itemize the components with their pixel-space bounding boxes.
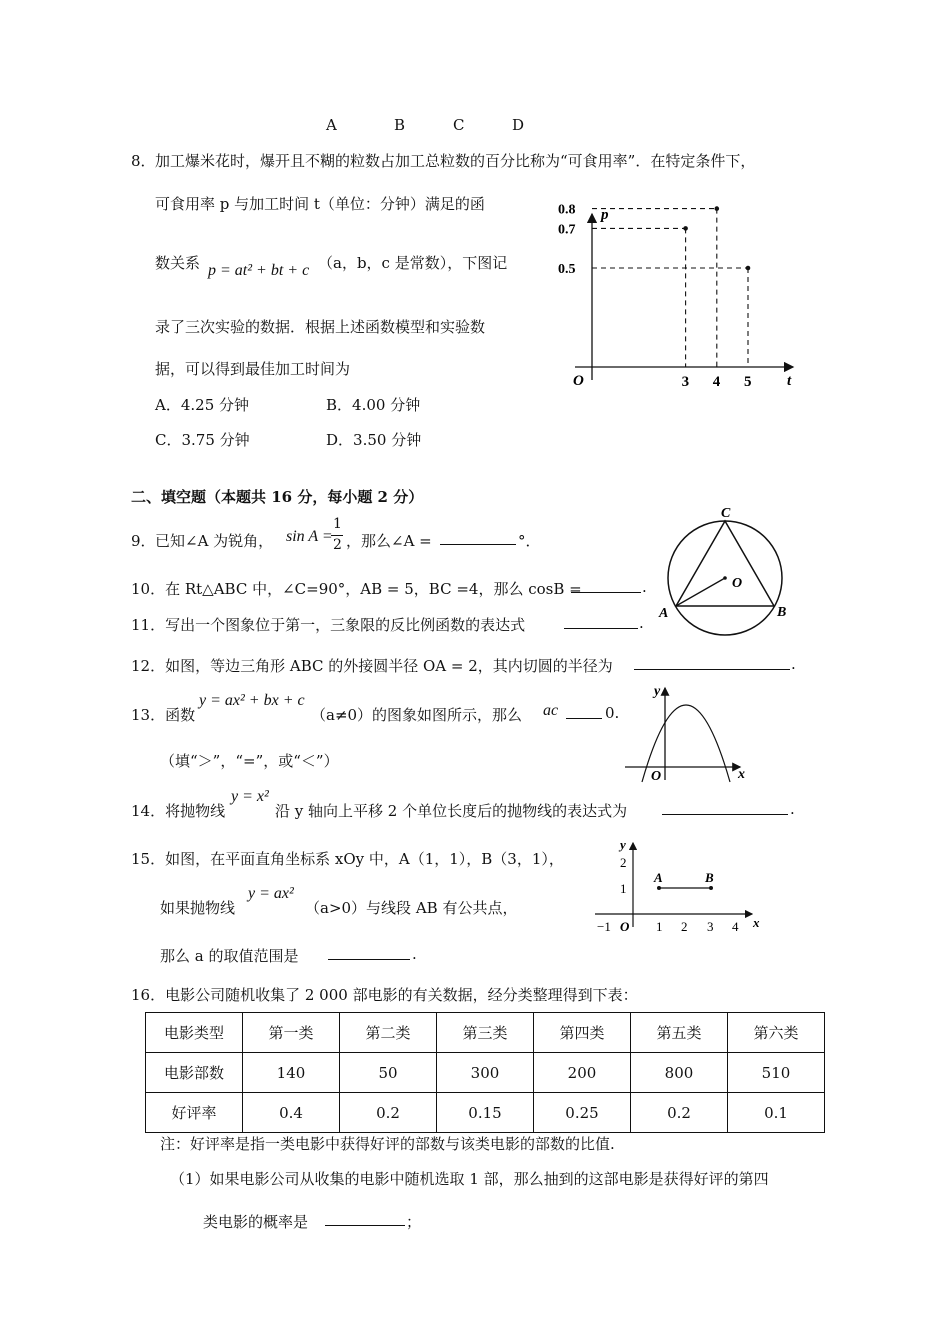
q8-line2: 可食用率 p 与加工时间 t（单位：分钟）满足的函 bbox=[155, 195, 485, 213]
q8-option-a: A．4.25 分钟 bbox=[155, 396, 249, 414]
q13-hint: （填“＞”，“=”，或“＜”） bbox=[160, 752, 339, 770]
q13-ac: ac bbox=[543, 702, 559, 719]
label-o: O bbox=[651, 769, 662, 784]
y-tick-label: 0.8 bbox=[558, 202, 576, 218]
table-cell: 0.4 bbox=[243, 1093, 340, 1133]
table-cell: 800 bbox=[631, 1053, 728, 1093]
q15-line2-pre: 如果抛物线 bbox=[160, 899, 236, 917]
q10-tail: . bbox=[642, 578, 647, 596]
table-cell: 140 bbox=[243, 1053, 340, 1093]
table-cell: 300 bbox=[437, 1053, 534, 1093]
x-axis-label: t bbox=[787, 373, 792, 389]
table-cell: 0.1 bbox=[728, 1093, 825, 1133]
q9-answer-blank[interactable] bbox=[440, 530, 516, 545]
data-point bbox=[746, 266, 751, 271]
q15-line1: 15．如图，在平面直角坐标系 xOy 中，A（1，1），B（3，1）， bbox=[131, 850, 564, 868]
table-cell: 第三类 bbox=[437, 1013, 534, 1053]
parabola-figure bbox=[620, 680, 760, 785]
q15-line2-post: （a>0）与线段 AB 有公共点， bbox=[305, 899, 518, 917]
table-row bbox=[146, 1093, 825, 1133]
q13-answer-blank[interactable] bbox=[566, 704, 602, 719]
origin-label: O bbox=[573, 373, 584, 389]
label-a: A bbox=[654, 870, 663, 885]
coordinate-figure bbox=[590, 835, 770, 945]
equilateral-triangle bbox=[676, 521, 774, 606]
q8-line1: 加工爆米花时，爆开且不糊的粒数占加工总粒数的百分比称为“可食用率”．在特定条件下， bbox=[155, 152, 756, 170]
table-cell: 50 bbox=[340, 1053, 437, 1093]
q9-post: ，那么∠A = bbox=[346, 532, 432, 550]
q16-note: 注：好评率是指一类电影中获得好评的部数与该类电影的部数的比值. bbox=[160, 1135, 615, 1153]
table-cell: 0.25 bbox=[534, 1093, 631, 1133]
label-o: O bbox=[732, 576, 743, 591]
q13-number: 13．函数 bbox=[131, 706, 196, 724]
q9-fraction-denominator: 2 bbox=[333, 537, 342, 553]
q11-text: 11．写出一个图象位于第一，三象限的反比例函数的表达式 bbox=[131, 616, 526, 634]
q14-formula: y = x² bbox=[231, 788, 269, 805]
choice-label-a: A bbox=[326, 116, 337, 134]
q8-formula: p = at² + bt + c bbox=[208, 262, 310, 279]
table-cell: 好评率 bbox=[146, 1093, 243, 1133]
q12-tail: . bbox=[791, 655, 796, 673]
table-cell: 第五类 bbox=[631, 1013, 728, 1053]
q8-line5: 据，可以得到最佳加工时间为 bbox=[155, 360, 351, 378]
section-title: 二、填空题（本题共 16 分，每小题 2 分） bbox=[131, 488, 424, 506]
table-cell: 0.2 bbox=[631, 1093, 728, 1133]
center-point bbox=[723, 576, 727, 580]
data-point bbox=[683, 226, 688, 231]
x-tick-label: 5 bbox=[744, 374, 752, 390]
table-cell: 第四类 bbox=[534, 1013, 631, 1053]
choice-label-c: C bbox=[453, 116, 465, 134]
table-cell: 电影部数 bbox=[146, 1053, 243, 1093]
q9-fraction-bar bbox=[331, 535, 343, 536]
table-cell: 电影类型 bbox=[146, 1013, 243, 1053]
q10-answer-blank[interactable] bbox=[571, 578, 641, 593]
q8-option-c: C．3.75 分钟 bbox=[155, 431, 250, 449]
q16-sub1-answer-blank[interactable] bbox=[325, 1211, 405, 1226]
movie-data-table bbox=[145, 1012, 825, 1133]
q15-formula: y = ax² bbox=[248, 885, 294, 902]
x-tick-label: 3 bbox=[681, 374, 690, 390]
choice-label-d: D bbox=[512, 116, 525, 134]
q9-formula: sin A = bbox=[286, 528, 333, 545]
q10-text: 10．在 Rt△ABC 中，∠C=90°，AB = 5，BC =4，那么 cosB = bbox=[131, 580, 582, 598]
q13-tail: 0. bbox=[605, 704, 620, 722]
q8-option-b: B．4.00 分钟 bbox=[326, 396, 421, 414]
label-o: O bbox=[620, 919, 630, 934]
tick-x3: 3 bbox=[707, 919, 714, 934]
q11-tail: . bbox=[639, 614, 644, 632]
label-x: x bbox=[738, 767, 745, 782]
q14-answer-blank[interactable] bbox=[662, 800, 788, 815]
q11-answer-blank[interactable] bbox=[564, 614, 638, 629]
q13-formula: y = ax² + bx + c bbox=[199, 692, 305, 709]
q16-sub1-line1: （1）如果电影公司从收集的电影中随机选取 1 部，那么抽到的这部电影是获得好评的第四 bbox=[170, 1170, 769, 1188]
tick-x2: 2 bbox=[681, 919, 688, 934]
circle-triangle-figure bbox=[650, 500, 800, 640]
tick-2: 2 bbox=[620, 855, 627, 870]
table-cell: 0.15 bbox=[437, 1093, 534, 1133]
q13-post: （a≠0）的图象如图所示，那么 bbox=[311, 706, 523, 724]
tick-x1: 1 bbox=[656, 919, 663, 934]
q16-sub1-tail: ； bbox=[406, 1213, 422, 1231]
q8-option-d: D．3.50 分钟 bbox=[326, 431, 422, 449]
data-point bbox=[715, 206, 720, 211]
q9-tail: °． bbox=[518, 532, 541, 550]
x-tick-label: 4 bbox=[712, 374, 721, 390]
label-c: C bbox=[721, 506, 731, 521]
q16-text: 16．电影公司随机收集了 2 000 部电影的有关数据，经分类整理得到下表： bbox=[131, 986, 638, 1004]
point-b bbox=[709, 886, 713, 890]
table-cell: 第一类 bbox=[243, 1013, 340, 1053]
label-y: y bbox=[620, 837, 626, 852]
q14-number: 14．将抛物线 bbox=[131, 802, 226, 820]
y-tick-label: 0.5 bbox=[558, 262, 576, 277]
q14-tail: . bbox=[790, 800, 795, 818]
q15-line3: 那么 a 的取值范围是 bbox=[160, 947, 299, 965]
label-x: x bbox=[753, 915, 760, 930]
table-cell: 第六类 bbox=[728, 1013, 825, 1053]
q9-pre: 已知∠A 为锐角， bbox=[155, 532, 274, 550]
tick-neg1: −1 bbox=[597, 919, 611, 934]
table-header-row bbox=[146, 1013, 825, 1053]
q8-line3-pre: 数关系 bbox=[155, 254, 201, 272]
point-a bbox=[657, 886, 661, 890]
label-y: y bbox=[654, 684, 661, 699]
q15-answer-blank[interactable] bbox=[328, 945, 410, 960]
table-cell: 200 bbox=[534, 1053, 631, 1093]
table-cell: 510 bbox=[728, 1053, 825, 1093]
y-tick-label: 0.7 bbox=[558, 222, 576, 238]
q8-number: 8． bbox=[131, 152, 156, 170]
q12-text: 12．如图，等边三角形 ABC 的外接圆半径 OA = 2，其内切圆的半径为 bbox=[131, 657, 613, 675]
q8-line4: 录了三次实验的数据．根据上述函数模型和实验数 bbox=[155, 318, 486, 336]
q9-number: 9． bbox=[131, 532, 156, 550]
y-axis-label: p bbox=[601, 207, 609, 223]
q12-answer-blank[interactable] bbox=[634, 655, 790, 670]
q15-tail: . bbox=[412, 945, 417, 963]
tick-1: 1 bbox=[620, 881, 627, 896]
q14-post: 沿 y 轴向上平移 2 个单位长度后的抛物线的表达式为 bbox=[275, 802, 628, 820]
q8-line3-post: （a，b，c 是常数），下图记 bbox=[318, 254, 508, 272]
popcorn-chart bbox=[555, 200, 805, 395]
table-cell: 0.2 bbox=[340, 1093, 437, 1133]
q16-sub1-line2: 类电影的概率是 bbox=[203, 1213, 309, 1231]
label-a: A bbox=[659, 606, 669, 621]
table-cell: 第二类 bbox=[340, 1013, 437, 1053]
table-row bbox=[146, 1053, 825, 1093]
tick-x4: 4 bbox=[732, 919, 739, 934]
choice-label-b: B bbox=[394, 116, 406, 134]
q9-fraction-numerator: 1 bbox=[333, 516, 342, 532]
label-b: B bbox=[777, 605, 787, 620]
label-b: B bbox=[705, 870, 714, 885]
